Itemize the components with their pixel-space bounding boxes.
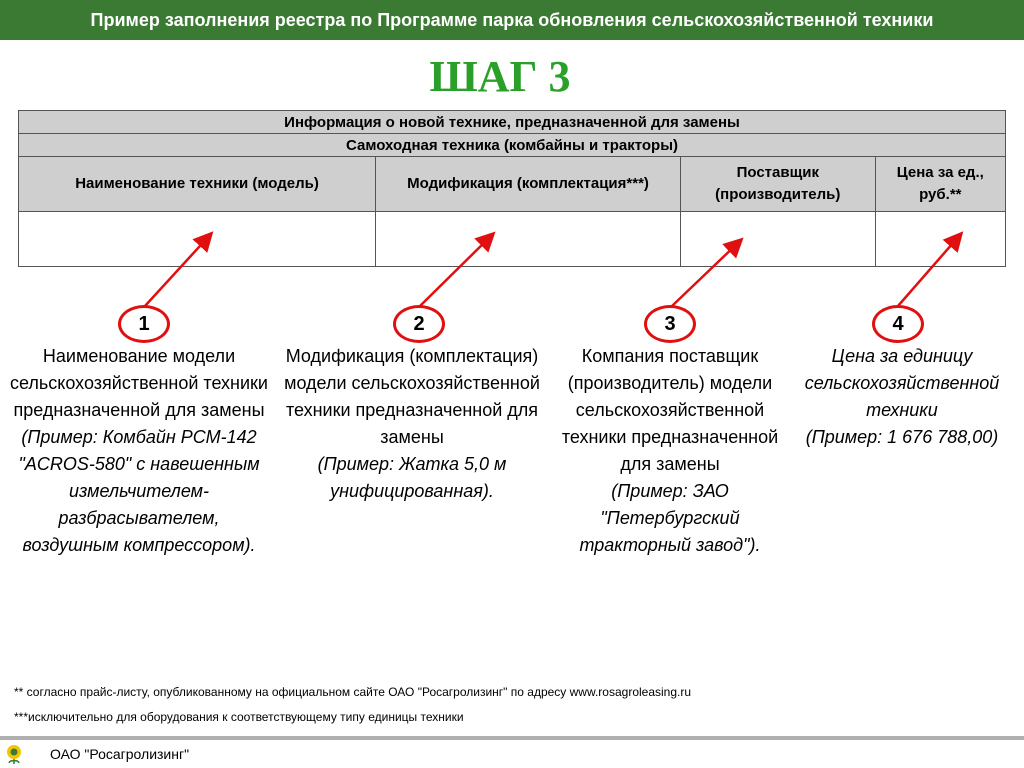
step-description-4 [786,343,1018,451]
company-name: ОАО "Росагролизинг" [50,746,190,762]
step-example-1: (Пример: Комбайн РСМ-142 "ACROS-580" с навешенным измельчителем-разбрасывателем, воздушным компрессором). [18,427,260,555]
step-description-3 [556,343,784,559]
footer-divider [0,736,1024,740]
footnote-price: ** согласно прайс-листу, опубликованному на официальном сайте ОАО "Росагролизинг" по адресу www.rosagroleasing.ru [14,685,692,699]
arrow-3 [672,241,740,306]
step-number-3: 3 [644,305,696,343]
step-description-2 [282,343,542,505]
arrow-2 [420,235,492,306]
page-title: Пример заполнения реестра по Программе парка обновления сельскохозяйственной техники [90,9,934,30]
table-header-info: Информация о новой технике, предназначенной для замены [19,111,1006,134]
arrow-4 [898,235,960,306]
column-header-name: Наименование техники (модель) [19,157,376,212]
sunflower-logo-icon [4,742,24,764]
step-description-1 [8,343,270,559]
step-text-2: Модификация (комплектация) модели сельскохозяйственной техники предназначенной для замены [284,346,540,447]
step-title: ШАГ 3 [429,52,571,101]
step-number-4: 4 [872,305,924,343]
step-text-4: Цена за единицу сельскохозяйственной техники [804,346,1000,420]
column-header-modification: Модификация (комплектация***) [376,157,681,212]
step-number-2: 2 [393,305,445,343]
step-text-3: Компания поставщик (производитель) модели сельскохозяйственной техники предназначенной для замены [561,346,779,474]
step-text-1: Наименование модели сельскохозяйственной техники предназначенной для замены [10,346,268,420]
table-header-category: Самоходная техника (комбайны и тракторы) [19,134,1006,157]
arrow-1 [145,235,210,306]
step-example-3: (Пример: ЗАО "Петербургский тракторный завод"). [579,481,761,555]
footnote-equipment: ***исключительно для оборудования к соответствующему типу единицы техники [14,710,464,724]
column-header-price: Цена за ед., руб.** [875,157,1005,212]
column-header-supplier: Поставщик (производитель) [681,157,876,212]
step-example-2: (Пример: Жатка 5,0 м унифицированная). [317,454,507,501]
step-number-1: 1 [118,305,170,343]
step-example-4: (Пример: 1 676 788,00) [805,427,999,447]
